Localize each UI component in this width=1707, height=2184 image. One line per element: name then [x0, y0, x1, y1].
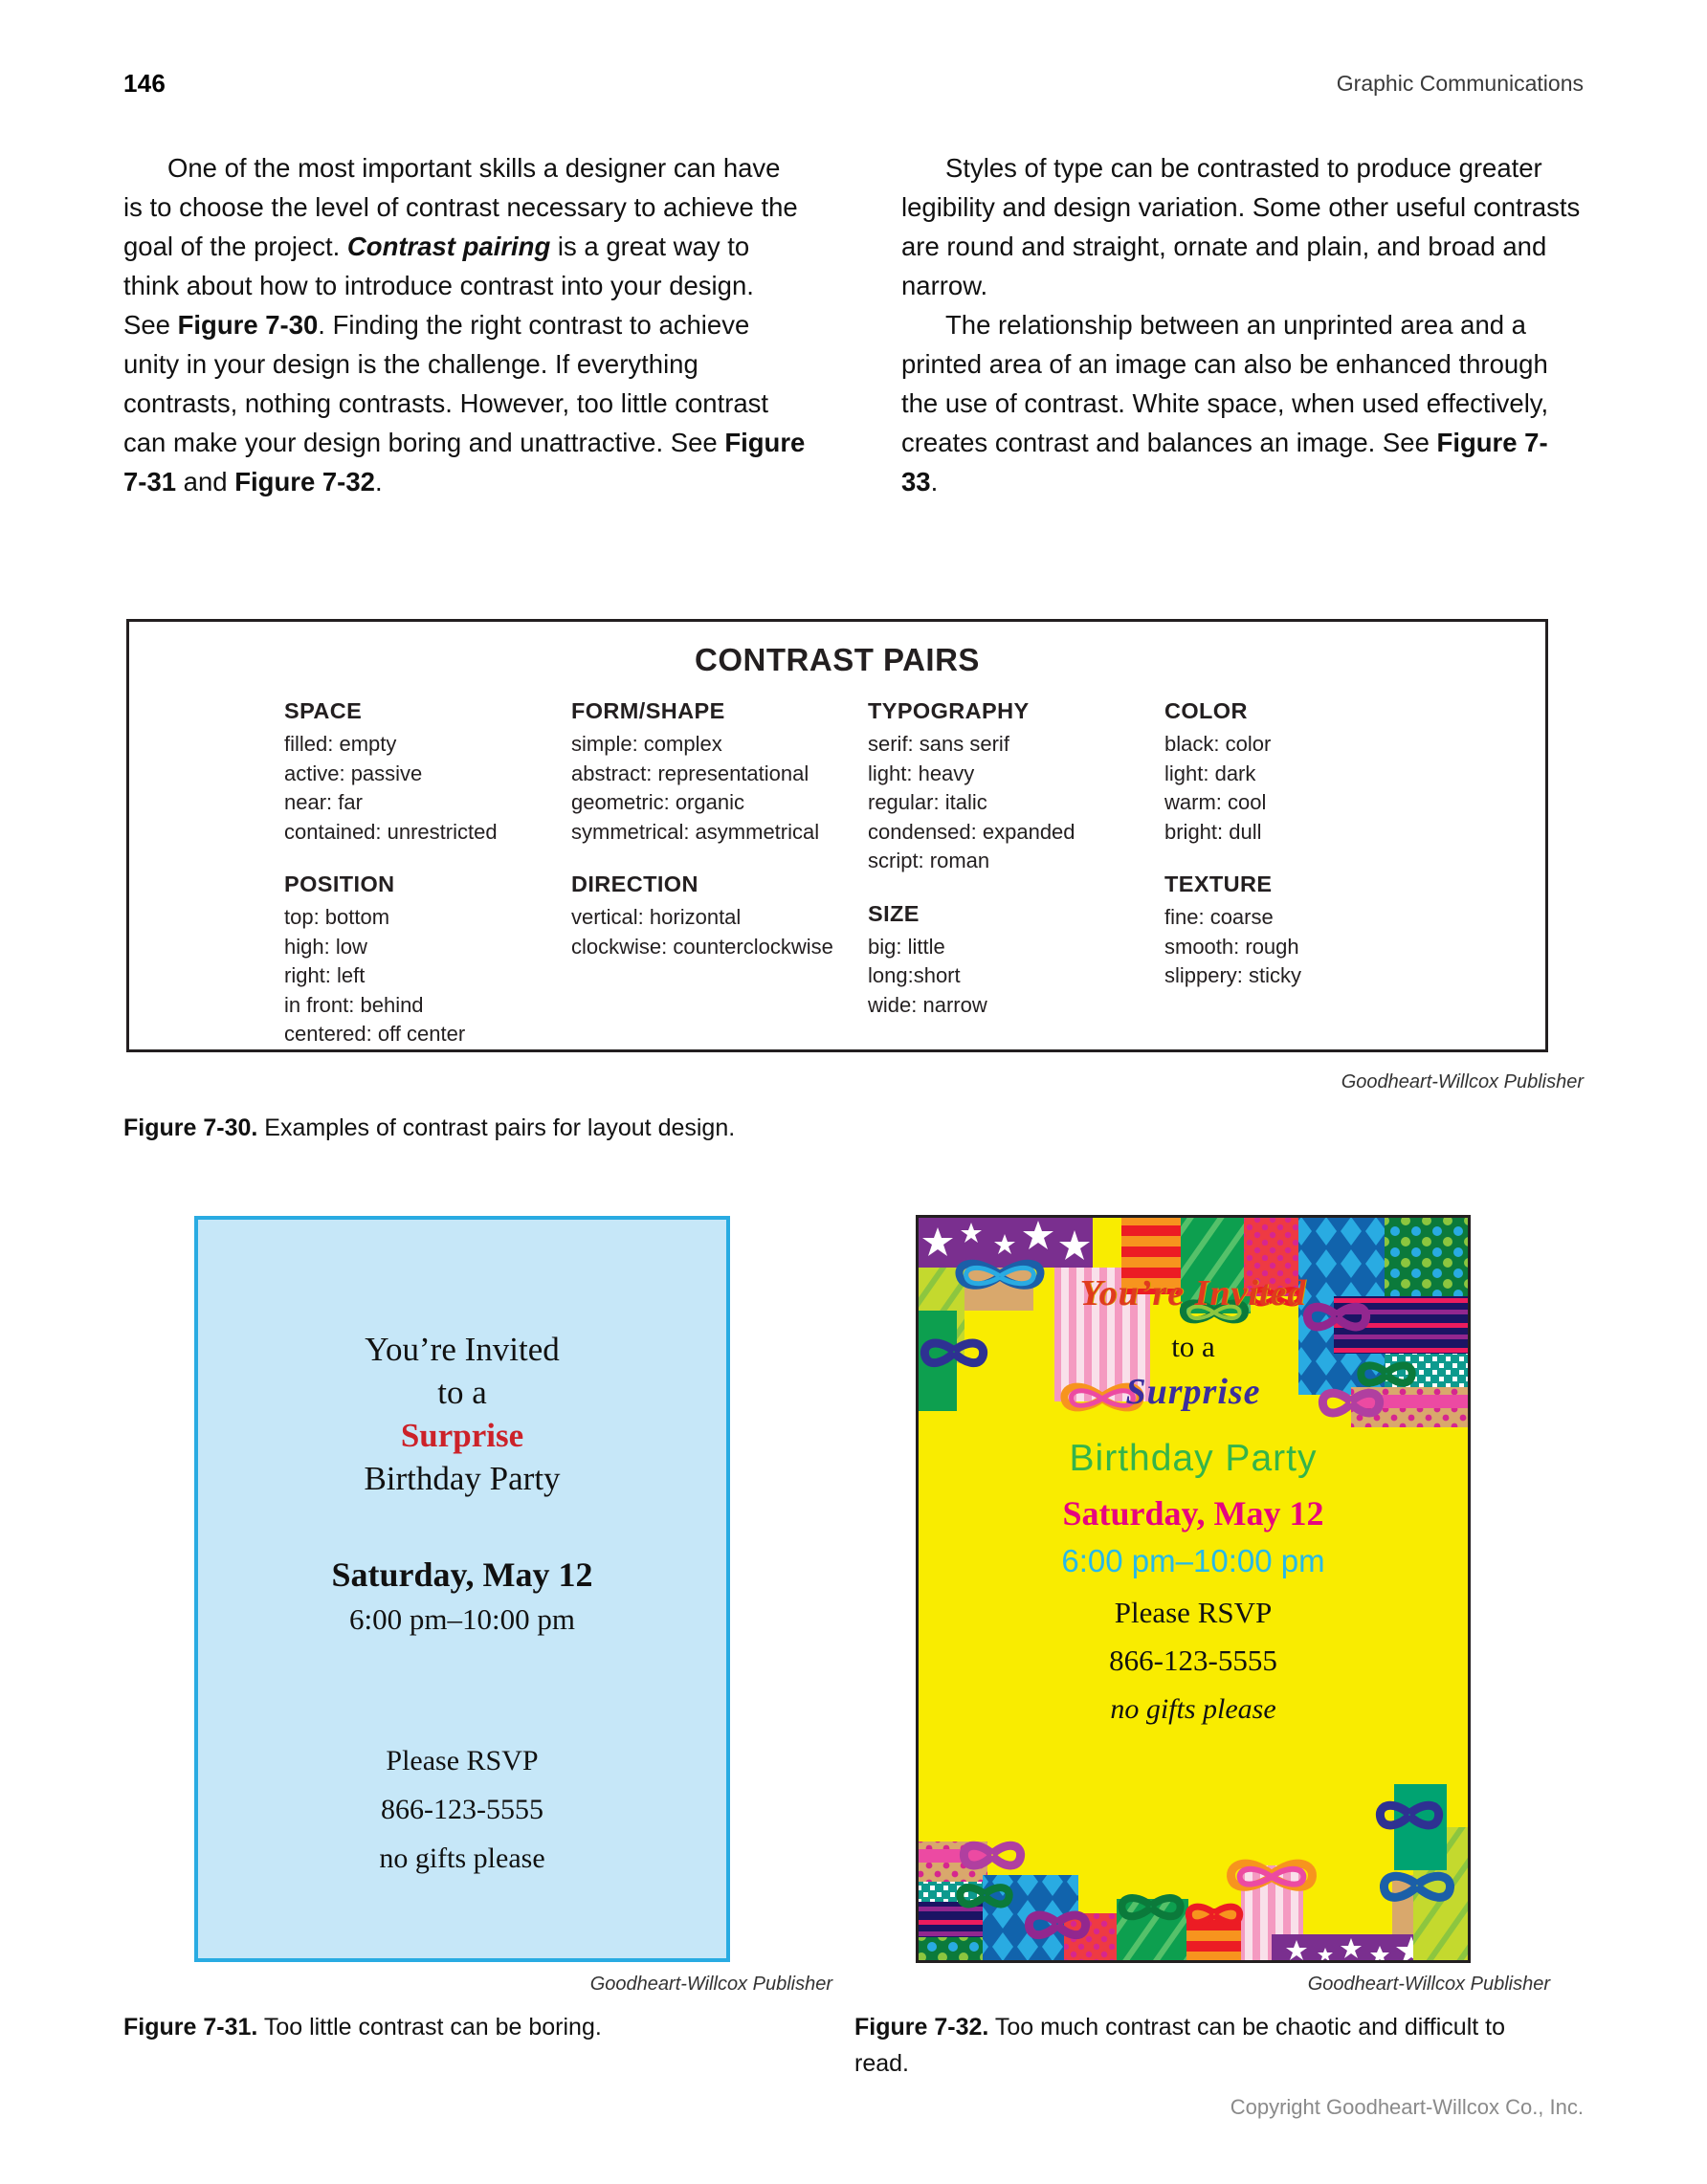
caption-text: Too little contrast can be boring.	[257, 2014, 602, 2041]
figure-7-31-caption	[123, 2009, 793, 2045]
copyright-footer: Copyright Goodheart-Willcox Co., Inc.	[1230, 2095, 1584, 2119]
text-run: One of the most important skills a designer can have is to choose the level of contrast necessary to achieve the goal of the project.	[123, 153, 798, 261]
page-number: 146	[123, 69, 166, 98]
contrast-pair-item: serif: sans serif	[868, 732, 1009, 756]
contrast-pair-item: geometric: organic	[571, 790, 744, 814]
contrast-pair-item: active: passive	[284, 761, 423, 785]
group-heading: POSITION	[284, 871, 395, 896]
contrast-pair-item: simple: complex	[571, 732, 722, 756]
text-run: . Finding the right contrast to achieve unity in your design is the challenge. If everything contrasts, nothing contrasts. However, too little contrast can make your design boring and unattractive. See	[123, 310, 769, 457]
chaotic-invitation-phone: 866-123-5555	[1109, 1644, 1277, 1677]
text-run: .	[374, 467, 383, 496]
chaotic-invitation-time: 6:00 pm–10:00 pm	[1061, 1543, 1325, 1578]
contrast-pair-item: abstract: representational	[571, 761, 809, 785]
contrast-group-position	[284, 871, 571, 1049]
contrast-group-typography	[868, 698, 1164, 876]
contrast-pair-item: symmetrical: asymmetrical	[571, 819, 820, 844]
contrast-pair-item: big: little	[868, 934, 945, 959]
chaotic-invitation-line-4: Birthday Party	[1069, 1438, 1318, 1479]
contrast-pair-item: bright: dull	[1164, 819, 1262, 844]
contrast-column-4	[1164, 698, 1452, 1074]
group-heading: FORM/SHAPE	[571, 698, 725, 723]
contrast-pair-item: vertical: horizontal	[571, 905, 742, 929]
contrast-pair-item: fine: coarse	[1164, 905, 1274, 929]
contrast-pair-item: in front: behind	[284, 992, 424, 1017]
chaotic-invitation-note: no gifts please	[1110, 1693, 1276, 1725]
invitation-line-4: Birthday Party	[364, 1460, 561, 1497]
caption-label: Figure 7-32.	[854, 2014, 989, 2041]
contrast-pair-item: light: dark	[1164, 761, 1256, 785]
invitation-line-1: You’re Invited	[365, 1331, 560, 1368]
invitation-rsvp-block	[198, 1736, 726, 1883]
contrast-column-3	[868, 698, 1164, 1074]
text-run: .	[930, 467, 939, 496]
contrast-pair-item: condensed: expanded	[868, 819, 1075, 844]
contrast-pair-item: high: low	[284, 934, 367, 959]
right-column	[901, 148, 1584, 501]
invitation-rsvp: Please RSVP	[386, 1745, 539, 1776]
contrast-pair-item: script: roman	[868, 849, 990, 872]
group-heading: TYPOGRAPHY	[868, 698, 1030, 723]
text-run: and	[176, 467, 235, 496]
invitation-line-2: to a	[437, 1374, 487, 1411]
invitation-headline-block	[198, 1328, 726, 1500]
contrast-pair-item: right: left	[284, 963, 366, 987]
text-run: is a great way to think about how to introduce contrast into your design. See	[123, 232, 754, 340]
contrast-pair-item: contained: unrestricted	[284, 819, 498, 844]
caption-text: Too much contrast can be chaotic and difficult to read.	[854, 2014, 1506, 2077]
invitation-date: Saturday, May 12	[331, 1555, 593, 1594]
paragraph-type-styles: Styles of type can be contrasted to produce greater legibility and design variation. Some other useful contrasts are round and straight, ornate and plain, and broad and narrow.	[901, 153, 1581, 300]
group-heading: COLOR	[1164, 698, 1248, 723]
body-columns	[123, 148, 1584, 501]
chaotic-invitation-line-3-surprise: Surprise	[1125, 1372, 1261, 1412]
contrast-group-space	[284, 698, 571, 847]
contrast-pair-item: light: heavy	[868, 761, 975, 785]
text-run: The relationship between an unprinted area and a printed area of an image can also be enhanced through the use of contrast. White space, when used effectively, creates contrast and balances an image. See	[901, 310, 1549, 457]
contrast-pair-item: clockwise: counterclockwise	[571, 934, 833, 959]
caption-text: Examples of contrast pairs for layout design.	[257, 1114, 736, 1141]
paragraph-contrast-skills	[123, 148, 806, 501]
contrast-group-form-shape	[571, 698, 868, 847]
invitation-phone: 866-123-5555	[381, 1794, 543, 1825]
figure-7-32-caption	[854, 2009, 1563, 2082]
contrast-pairs-grid	[284, 698, 1519, 1074]
figure-7-30-contrast-pairs-box	[126, 619, 1548, 1052]
contrast-pair-item: centered: off center	[284, 1022, 466, 1046]
invitation-note: no gifts please	[379, 1842, 545, 1874]
contrast-pair-item: regular: italic	[868, 790, 987, 814]
contrast-group-color	[1164, 698, 1452, 847]
figure-7-30-caption	[123, 1110, 1463, 1146]
figure-ref-7-31: Figure 7-31	[123, 428, 806, 496]
caption-label: Figure 7-31.	[123, 2014, 258, 2041]
figure-7-30-credit: Goodheart-Willcox Publisher	[1341, 1071, 1584, 1092]
group-heading: SPACE	[284, 698, 363, 723]
figure-7-32-credit: Goodheart-Willcox Publisher	[1307, 1974, 1550, 1995]
contrast-pair-item: warm: cool	[1164, 790, 1267, 814]
chaotic-invitation-line-2: to a	[1171, 1330, 1215, 1363]
paragraph-white-space	[901, 305, 1584, 501]
term-contrast-pairing: Contrast pairing	[346, 232, 551, 261]
chaotic-invitation-rsvp: Please RSVP	[1114, 1596, 1273, 1629]
figure-7-31-credit: Goodheart-Willcox Publisher	[589, 1974, 832, 1995]
invitation-line-3-surprise: Surprise	[400, 1417, 524, 1454]
invitation-time: 6:00 pm–10:00 pm	[349, 1602, 575, 1636]
contrast-pair-item: near: far	[284, 790, 363, 814]
contrast-group-direction	[571, 871, 868, 961]
caption-label: Figure 7-30.	[123, 1114, 258, 1141]
figure-ref-7-30: Figure 7-30	[177, 310, 319, 340]
group-heading: DIRECTION	[571, 871, 698, 896]
contrast-pair-item: wide: narrow	[868, 992, 987, 1017]
contrast-pair-item: long:short	[868, 963, 961, 987]
figure-7-31-blue-invitation	[194, 1216, 730, 1962]
group-heading: TEXTURE	[1164, 871, 1273, 896]
contrast-group-size	[868, 901, 1164, 1021]
contrast-group-texture	[1164, 871, 1452, 991]
contrast-pair-item: filled: empty	[284, 732, 397, 756]
left-column	[123, 148, 806, 501]
chaotic-invitation-line-1: You’re Invited	[1079, 1273, 1307, 1313]
gift-box-border-decoration	[916, 1215, 1471, 1963]
figure-ref-7-33: Figure 7-33	[901, 428, 1548, 496]
group-heading: SIZE	[868, 900, 920, 926]
contrast-pair-item: top: bottom	[284, 905, 390, 929]
running-head	[0, 69, 1707, 103]
figure-7-32-colorful-invitation	[916, 1215, 1471, 1963]
contrast-column-2	[571, 698, 868, 1074]
figure-ref-7-32: Figure 7-32	[234, 467, 375, 496]
contrast-pairs-title: CONTRAST PAIRS	[695, 642, 980, 677]
contrast-pair-item: slippery: sticky	[1164, 963, 1302, 987]
contrast-pair-item: smooth: rough	[1164, 934, 1299, 959]
contrast-column-1	[284, 698, 571, 1074]
book-title: Graphic Communications	[1336, 71, 1584, 96]
chaotic-invitation-date: Saturday, May 12	[1062, 1494, 1324, 1533]
contrast-pair-item: black: color	[1164, 732, 1272, 756]
